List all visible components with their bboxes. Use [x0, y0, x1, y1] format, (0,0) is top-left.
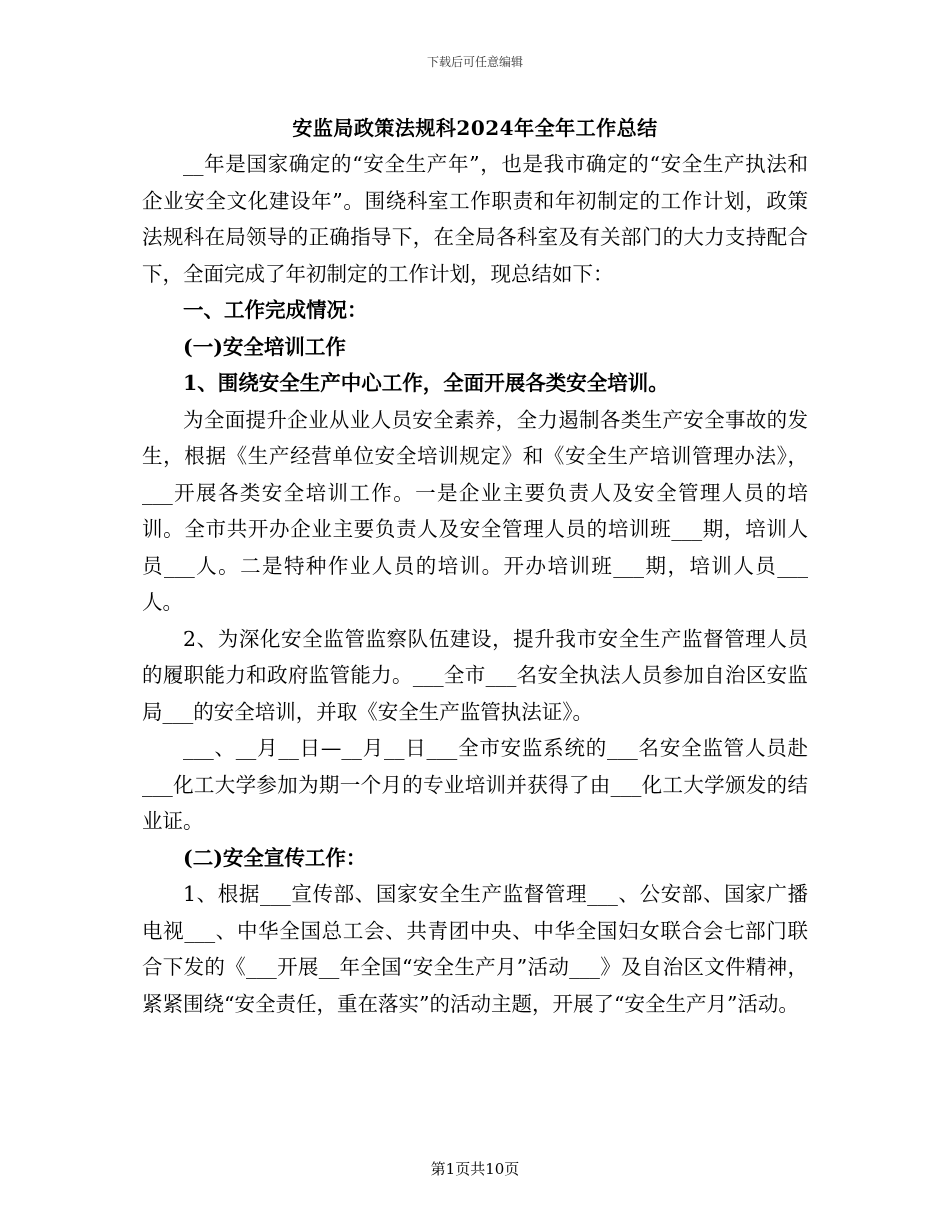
page-number-footer: 第1页共10页	[430, 1160, 520, 1178]
subsection-heading-safety-publicity: (二)安全宣传工作：	[183, 845, 367, 870]
header-note: 下载后可任意编辑	[426, 55, 523, 69]
paragraph-training-details: 为全面提升企业从业人员安全素养，全力遏制各类生产安全事故的发生，根据《生产经营单位安全培训规定》和《安全生产培训管理办法》，___开展各类安全培训工作。一是企业主要负责人及安全管理人员的培训。全市共开办企业主要负责人及安全管理人员的培训班___期，培训人员___人。二是特种作业人员的培训。开办培训班___期，培训人员___人。	[142, 407, 808, 614]
paragraph-safety-month: 1、根据___宣传部、国家安全生产监督管理___、公安部、国家广播电视___、中华全国总工会、共青团中央、中华全国妇女联合会七部门联合下发的《___开展__年全国“安全生产月”活动___》及自治区文件精神，紧紧围绕“安全责任，重在落实”的活动主题，开展了“安全生产月”活动。	[142, 882, 808, 1016]
subsection-heading-safety-training: (一)安全培训工作	[183, 334, 346, 359]
paragraph-university-training: ___、__月__日—__月__日___全市安监系统的___名安全监管人员赴___化工大学参加为期一个月的专业培训并获得了由___化工大学颁发的结业证。	[142, 736, 808, 833]
section-heading-work-completion: 一、工作完成情况：	[183, 298, 368, 322]
paragraph-supervision-team: 2、为深化安全监管监察队伍建设，提升我市安全生产监督管理人员的履职能力和政府监管能力。___全市___名安全执法人员参加自治区安监局___的安全培训，并取《安全生产监管执法证》。	[142, 626, 808, 724]
document-title: 安监局政策法规科2024年全年工作总结	[292, 116, 658, 140]
document-body	[142, 146, 808, 1022]
item-heading-training-overview: 1、围绕安全生产中心工作，全面开展各类安全培训。	[183, 371, 669, 395]
intro-paragraph: __年是国家确定的“安全生产年”，也是我市确定的“安全生产执法和企业安全文化建设年”。围绕科室工作职责和年初制定的工作计划，政策法规科在局领导的正确指导下，在全局各科室及有关部门的大力支持配合下，全面完成了年初制定的工作计划，现总结如下：	[142, 152, 808, 286]
